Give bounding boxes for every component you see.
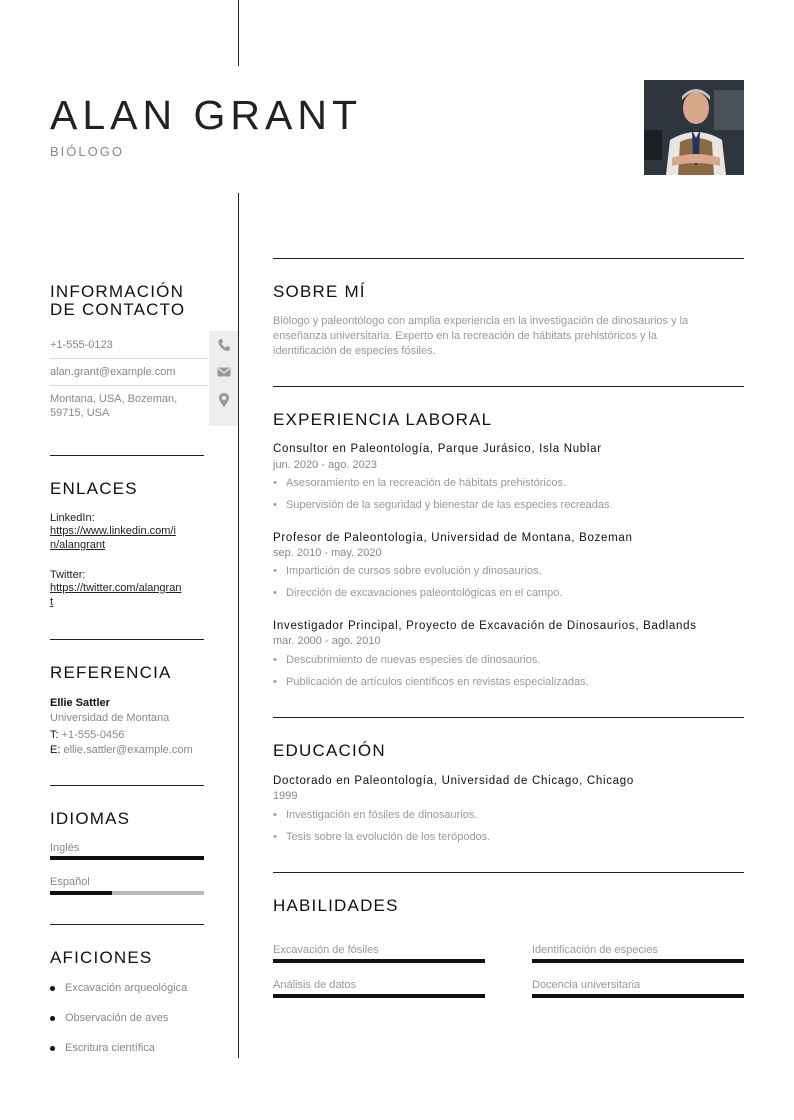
job-bullet-text: Impartición de cursos sobre evolución y dinosaurios. xyxy=(286,565,542,577)
main-divider-line xyxy=(238,193,239,1058)
link-linkedin-url-line2[interactable]: n/alangrant xyxy=(50,539,106,551)
top-divider-line xyxy=(238,0,239,66)
language-spanish-label: Español xyxy=(50,876,90,888)
link-twitter-label: Twitter: xyxy=(50,569,86,581)
section-divider xyxy=(273,386,744,387)
language-spanish-bar-track xyxy=(50,891,204,895)
languages-section-title: IDIOMAS xyxy=(50,809,131,828)
hobby-text: Observación de aves xyxy=(65,1012,169,1024)
skill-bar-fill xyxy=(273,994,485,998)
about-text xyxy=(273,314,744,359)
about-line1: Biólogo y paleontólogo con amplia experiencia en la investigación de dinosaurios y la xyxy=(273,315,689,327)
job-title: Consultor en Paleontología, Parque Jurásico, Isla Nublar xyxy=(273,443,602,455)
section-divider xyxy=(50,639,204,640)
job-date: mar. 2000 - ago. 2010 xyxy=(273,635,381,647)
contact-title-line2: DE CONTACTO xyxy=(50,300,186,319)
reference-phone[interactable]: +1-555-0456 xyxy=(61,729,125,741)
job-bullet-text: Publicación de artículos científicos en revistas especializadas. xyxy=(286,676,589,688)
skill-label: Identificación de especies xyxy=(532,944,658,956)
hobby-text: Excavación arqueológica xyxy=(65,982,188,994)
phone-icon xyxy=(217,338,231,352)
link-twitter xyxy=(50,569,210,609)
contact-title-line1: INFORMACIÓN xyxy=(50,282,185,301)
education-bullet-text: Investigación en fósiles de dinosaurios. xyxy=(286,809,478,821)
bullet-dot-icon: • xyxy=(273,565,277,577)
education-degree: Doctorado en Paleontología, Universidad de Chicago, Chicago xyxy=(273,775,634,787)
reference-phone-label: T: xyxy=(50,729,59,741)
section-divider xyxy=(273,717,744,718)
contact-phone[interactable]: +1-555-0123 xyxy=(50,339,113,351)
skill-label: Análisis de datos xyxy=(273,979,357,991)
job-title: Investigador Principal, Proyecto de Excavación de Dinosaurios, Badlands xyxy=(273,620,697,632)
hobbies-section-title: AFICIONES xyxy=(50,948,153,967)
bullet-dot-icon xyxy=(50,986,55,991)
bullet-dot-icon: • xyxy=(273,587,277,599)
section-divider xyxy=(50,455,204,456)
link-linkedin-url-line1[interactable]: https://www.linkedin.com/i xyxy=(50,525,176,537)
reference-email-label: E: xyxy=(50,744,61,756)
bullet-dot-icon: • xyxy=(273,499,277,511)
language-english-bar-track xyxy=(50,856,204,860)
language-english-label: Inglés xyxy=(50,842,80,854)
skill-bar-track xyxy=(273,994,485,998)
skill-bar-track xyxy=(273,959,485,963)
section-divider xyxy=(50,785,204,786)
job-date: sep. 2010 - may. 2020 xyxy=(273,547,382,559)
skills-section-title: HABILIDADES xyxy=(273,896,399,915)
bullet-dot-icon xyxy=(50,1046,55,1051)
job-bullet-text: Dirección de excavaciones paleontológicas en el campo. xyxy=(286,587,563,599)
education-section-title: EDUCACIÓN xyxy=(273,741,386,760)
about-section-title: SOBRE MÍ xyxy=(273,282,366,301)
education-year: 1999 xyxy=(273,790,298,802)
education-bullet-text: Tesis sobre la evolución de los terópodos. xyxy=(286,831,491,843)
skill-label: Docencia universitaria xyxy=(532,979,641,991)
section-divider xyxy=(273,872,744,873)
link-linkedin-label: LinkedIn: xyxy=(50,512,95,524)
link-linkedin-url[interactable] xyxy=(50,524,210,552)
skill-bar-track xyxy=(532,994,744,998)
section-divider xyxy=(273,258,744,259)
reference-block xyxy=(50,696,220,758)
bullet-dot-icon: • xyxy=(273,809,277,821)
candidate-role: BIÓLOGO xyxy=(50,144,124,159)
job-bullet-text: Asesoramiento en la recreación de hábitats prehistóricos. xyxy=(286,477,567,489)
reference-name: Ellie Sattler xyxy=(50,697,110,709)
section-divider xyxy=(50,924,204,925)
profile-photo xyxy=(644,80,744,175)
contact-address-line1: Montana, USA, Bozeman, xyxy=(50,393,178,405)
skill-label: Excavación de fósiles xyxy=(273,944,379,956)
candidate-name: ALAN GRANT xyxy=(50,92,362,138)
hobby-text: Escritura científica xyxy=(65,1042,155,1054)
bullet-dot-icon: • xyxy=(273,676,277,688)
bullet-dot-icon: • xyxy=(273,654,277,666)
contact-section-title xyxy=(50,283,185,319)
contact-icon-column xyxy=(209,331,238,426)
skill-bar-track xyxy=(532,959,744,963)
contact-address xyxy=(50,392,200,420)
language-spanish-bar-fill xyxy=(50,891,112,895)
link-linkedin xyxy=(50,512,210,552)
job-date: jun. 2020 - ago. 2023 xyxy=(273,459,377,471)
language-english-bar-fill xyxy=(50,856,204,860)
link-twitter-url[interactable] xyxy=(50,581,210,609)
contact-email[interactable]: alan.grant@example.com xyxy=(50,366,176,378)
skill-bar-fill xyxy=(532,994,744,998)
job-bullet-text: Descubrimiento de nuevas especies de dinosaurios. xyxy=(286,654,541,666)
reference-email-row xyxy=(50,743,220,758)
bullet-dot-icon: • xyxy=(273,477,277,489)
reference-phone-row xyxy=(50,728,220,743)
mail-icon xyxy=(217,366,231,378)
contact-address-line2: 59715, USA xyxy=(50,407,110,419)
job-title: Profesor de Paleontología, Universidad de Montana, Bozeman xyxy=(273,532,633,544)
bullet-dot-icon xyxy=(50,1016,55,1021)
reference-section-title: REFERENCIA xyxy=(50,663,172,682)
skill-bar-fill xyxy=(273,959,485,963)
location-pin-icon xyxy=(217,392,231,408)
skill-bar-fill xyxy=(532,959,744,963)
experience-section-title: EXPERIENCIA LABORAL xyxy=(273,410,493,429)
bullet-dot-icon: • xyxy=(273,831,277,843)
job-bullet-text: Supervisión de la seguridad y bienestar de las especies recreadas. xyxy=(286,499,613,511)
about-line2: enseñanza universitaria. Experto en la recreación de hábitats prehistóricos y la xyxy=(273,330,657,342)
links-section-title: ENLACES xyxy=(50,479,138,498)
reference-org: Universidad de Montana xyxy=(50,712,170,724)
link-twitter-url-line2[interactable]: t xyxy=(50,596,54,608)
reference-email[interactable]: ellie.sattler@example.com xyxy=(63,744,193,756)
link-twitter-url-line1[interactable]: https://twitter.com/alangran xyxy=(50,582,182,594)
about-line3: identificación de especies fósiles. xyxy=(273,345,436,357)
